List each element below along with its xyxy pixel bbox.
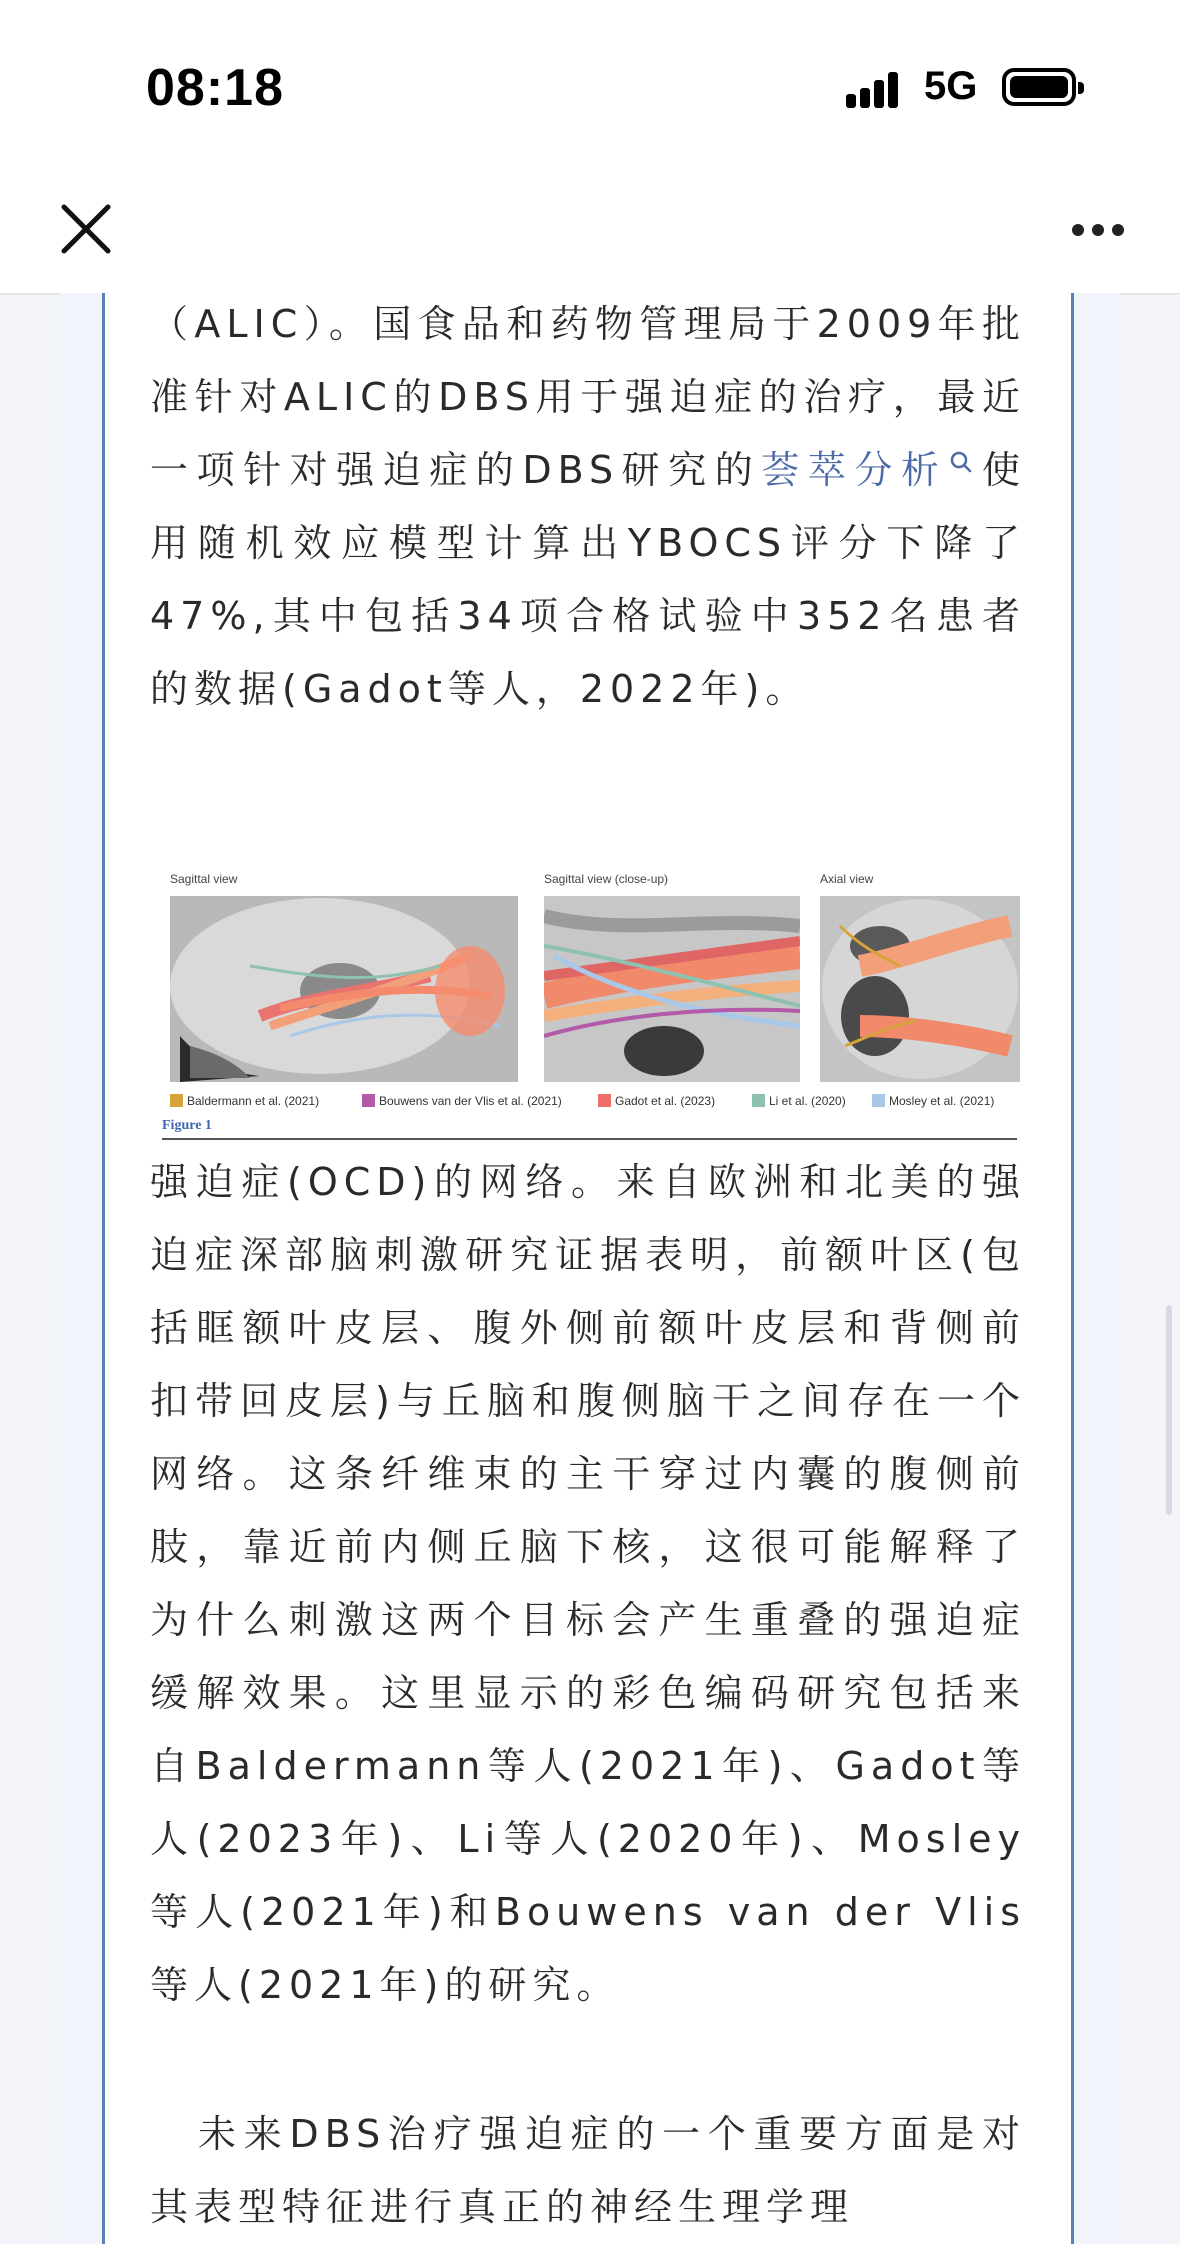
status-time: 08:18: [146, 59, 284, 117]
close-button[interactable]: [56, 199, 116, 259]
legend-item: Gadot et al. (2023): [598, 1094, 715, 1108]
legend-swatch: [598, 1094, 611, 1107]
figure-1[interactable]: [162, 872, 1022, 1142]
axial-view-image: [820, 896, 1020, 1082]
status-bar: [0, 0, 1180, 175]
paragraph-1-text: （ALIC）。国食品和药物管理局于2009年批准针对ALIC的DBS用于强迫症的治疗，最近一项针对强迫症的DBS研究的: [150, 302, 1026, 492]
figure-panel-title: Sagittal view: [170, 872, 238, 886]
search-icon[interactable]: [949, 434, 973, 468]
more-icon: [1072, 224, 1084, 236]
figure-panel-title: Axial view: [820, 872, 874, 886]
legend-item: Li et al. (2020): [752, 1094, 846, 1108]
figure-caption: Figure 1: [162, 1118, 212, 1133]
figure-divider: [162, 1138, 1017, 1140]
signal-icon: [846, 66, 906, 108]
nav-bar: [0, 175, 1180, 295]
paragraph-3: 未来DBS治疗强迫症的一个重要方面是对其表型特征进行真正的神经生理学理: [150, 2112, 1026, 2229]
paragraph-2: 强迫症(OCD)的网络。来自欧洲和北美的强迫症深部脑刺激研究证据表明，前额叶区(包括眶额叶皮层、腹外侧前额叶皮层和背侧前扣带回皮层)与丘脑和腹侧脑干之间存在一个网络。这条纤维束的主干穿过内囊的腹侧前肢，靠近前内侧丘脑下核，这很可能解释了为什么刺激这两个目标会产生重叠的强迫症缓解效果。这里显示的彩色编码研究包括来自Baldermann等人(2021年)、Gadot等人(2023年)、Li等人(2020年)、Mosley等人(2021年)和Bouwens van der Vlis等人(2021年)的研究。: [150, 1160, 1026, 2007]
meta-analysis-link[interactable]: 荟萃分析: [761, 448, 948, 492]
sagittal-view-image: [170, 896, 518, 1082]
legend-item: Bouwens van der Vlis et al. (2021): [362, 1094, 562, 1108]
network-type: 5G: [924, 64, 978, 108]
close-icon: [56, 199, 116, 259]
paragraph-1: [150, 288, 1026, 726]
legend-swatch: [170, 1094, 183, 1107]
scrollbar[interactable]: [1166, 1305, 1172, 1515]
figure-legend: [162, 1094, 1022, 1112]
more-button[interactable]: [1068, 215, 1128, 245]
sagittal-closeup-image: [544, 896, 800, 1082]
legend-swatch: [752, 1094, 765, 1107]
legend-item: Baldermann et al. (2021): [170, 1094, 319, 1108]
legend-item: Mosley et al. (2021): [872, 1094, 994, 1108]
figure-panel-title: Sagittal view (close-up): [544, 872, 669, 886]
paragraph-1-text-end: 使用随机效应模型计算出YBOCS评分下降了47%,其中包括34项合格试验中352名患者的数据(Gadot等人，2022年)。: [150, 448, 1026, 711]
legend-swatch: [362, 1094, 375, 1107]
legend-swatch: [872, 1094, 885, 1107]
battery-icon: [1002, 68, 1076, 106]
